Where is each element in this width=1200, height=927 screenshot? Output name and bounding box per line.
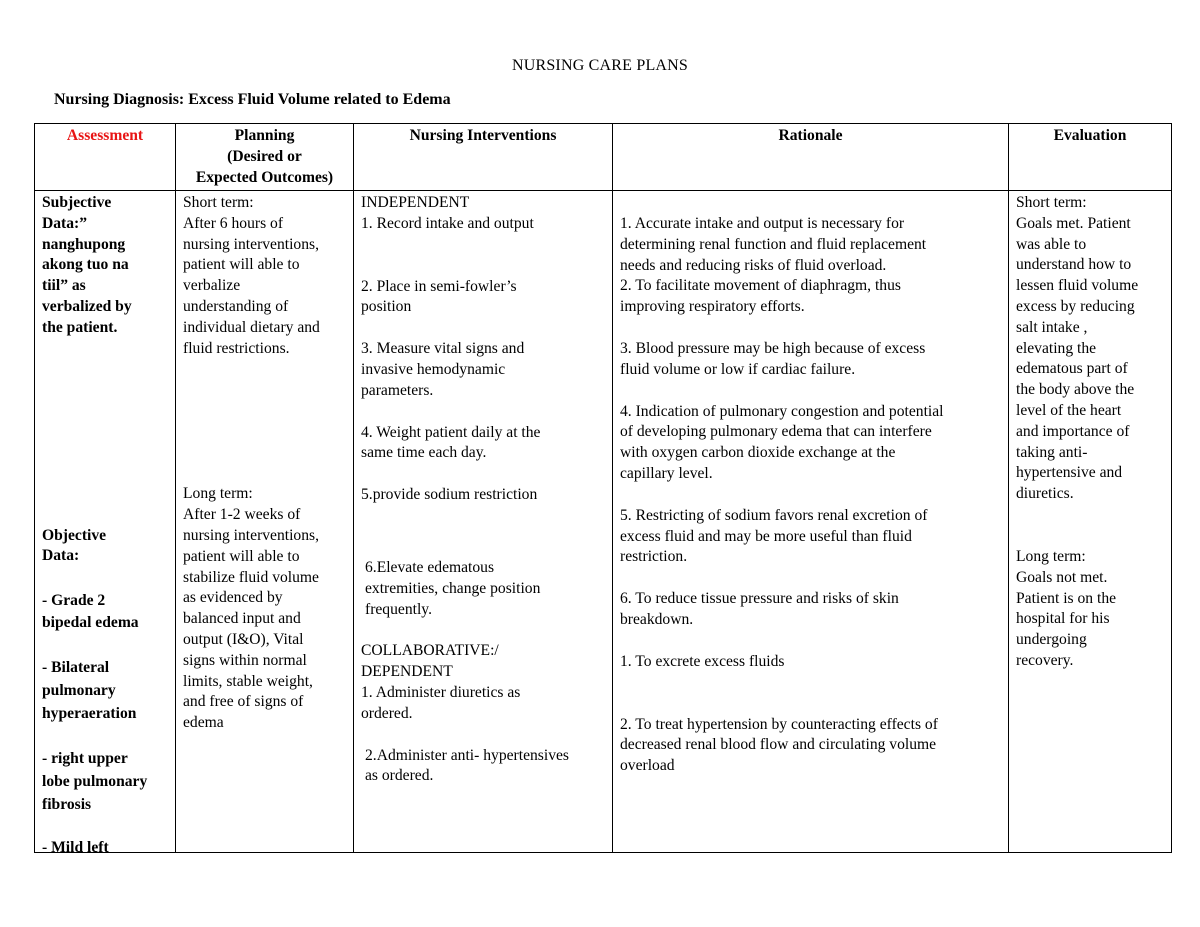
rationale-collaborative-item: 2. To treat hypertension by counteracting effects of decreased renal blood flow and circulating volume overload bbox=[620, 715, 938, 775]
subjective-data: Subjective Data:” nanghupong akong tuo na tiil” as verbalized by the patient. bbox=[42, 194, 132, 336]
objective-item: - Bilateral pulmonary hyperaeration bbox=[42, 659, 137, 723]
care-plan-table bbox=[34, 123, 1172, 853]
intervention-item: 1. Record intake and output bbox=[361, 214, 534, 232]
table-header-row bbox=[35, 124, 1172, 191]
rationale-item: 3. Blood pressure may be high because of excess fluid volume or low if cardiac failure. bbox=[620, 339, 926, 378]
evaluation-short-term-label: Short term: bbox=[1016, 194, 1087, 211]
rationale-item: 5. Restricting of sodium favors renal excretion of excess fluid and may be more useful than fluid restriction. bbox=[620, 506, 928, 566]
objective-item: - right upper lobe pulmonary fibrosis bbox=[42, 750, 148, 814]
rationale-item: 1. Accurate intake and output is necessary for determining renal function and fluid replacement needs and reducing risks of fluid overload. 2. To facilitate movement of diaphragm, thus improving respiratory efforts. bbox=[620, 215, 927, 316]
rationale-item: 4. Indication of pulmonary congestion and potential of developing pulmonary edema that can interfere with oxygen carbon dioxide exchange at the capillary level. bbox=[620, 402, 944, 482]
intervention-item: 2. Place in semi-fowler’s position bbox=[361, 277, 517, 316]
intervention-item: 4. Weight patient daily at the same time each day. bbox=[361, 423, 541, 462]
rationale-item: 6. To reduce tissue pressure and risks of skin breakdown. bbox=[620, 590, 899, 628]
header-planning: Planning (Desired or Expected Outcomes) bbox=[176, 124, 354, 191]
evaluation-cell bbox=[1009, 191, 1172, 853]
evaluation-long-term-label: Long term: bbox=[1016, 547, 1086, 565]
collaborative-label: COLLABORATIVE:/ DEPENDENT bbox=[361, 642, 499, 681]
collaborative-item: 1. Administer diuretics as ordered. bbox=[361, 683, 521, 722]
objective-item: - Mild left bbox=[42, 839, 109, 852]
header-interventions: Nursing Interventions bbox=[354, 124, 613, 191]
intervention-item: 5.provide sodium restriction bbox=[361, 486, 538, 504]
planning-long-term-text: After 1-2 weeks of nursing interventions, patient will able to stabilize fluid volume as evidenced by balanced input and output (I&O), Vital signs within normal limits, stable weight, and free of signs of edema bbox=[183, 506, 319, 732]
independent-label: INDEPENDENT bbox=[361, 194, 470, 211]
rationale-cell bbox=[613, 191, 1009, 853]
collaborative-item: 2.Administer anti- hypertensives as ordered. bbox=[365, 746, 569, 785]
objective-data-heading: Objective Data: bbox=[42, 526, 107, 565]
header-assessment: Assessment bbox=[35, 124, 176, 191]
objective-item: - Grade 2 bipedal edema bbox=[42, 592, 139, 632]
rationale-collaborative-item: 1. To excrete excess fluids bbox=[620, 652, 785, 670]
planning-short-term-text: After 6 hours of nursing interventions, patient will able to verbalize understanding of individual dietary and fluid restrictions. bbox=[183, 214, 320, 357]
table-row bbox=[35, 191, 1172, 853]
intervention-item: 3. Measure vital signs and invasive hemodynamic parameters. bbox=[361, 340, 525, 399]
evaluation-short-term-text: Goals met. Patient was able to understand how to lessen fluid volume excess by reducing salt intake , elevating the edematous part of the body above the level of the heart and importance of taking anti- hypertensive and diuretics. bbox=[1016, 214, 1139, 503]
planning-short-term-label: Short term: bbox=[183, 194, 254, 211]
evaluation-long-term-text: Goals not met. Patient is on the hospital for his undergoing recovery. bbox=[1016, 568, 1117, 669]
nursing-diagnosis: Nursing Diagnosis: Excess Fluid Volume related to Edema bbox=[54, 91, 451, 108]
header-evaluation: Evaluation bbox=[1009, 124, 1172, 191]
header-rationale: Rationale bbox=[613, 124, 1009, 191]
planning-long-term-label: Long term: bbox=[183, 485, 253, 503]
intervention-item: 6.Elevate edematous extremities, change position frequently. bbox=[365, 558, 541, 618]
interventions-cell bbox=[354, 191, 613, 853]
document-title: NURSING CARE PLANS bbox=[511, 57, 689, 74]
planning-cell bbox=[176, 191, 354, 853]
assessment-cell bbox=[35, 191, 176, 853]
